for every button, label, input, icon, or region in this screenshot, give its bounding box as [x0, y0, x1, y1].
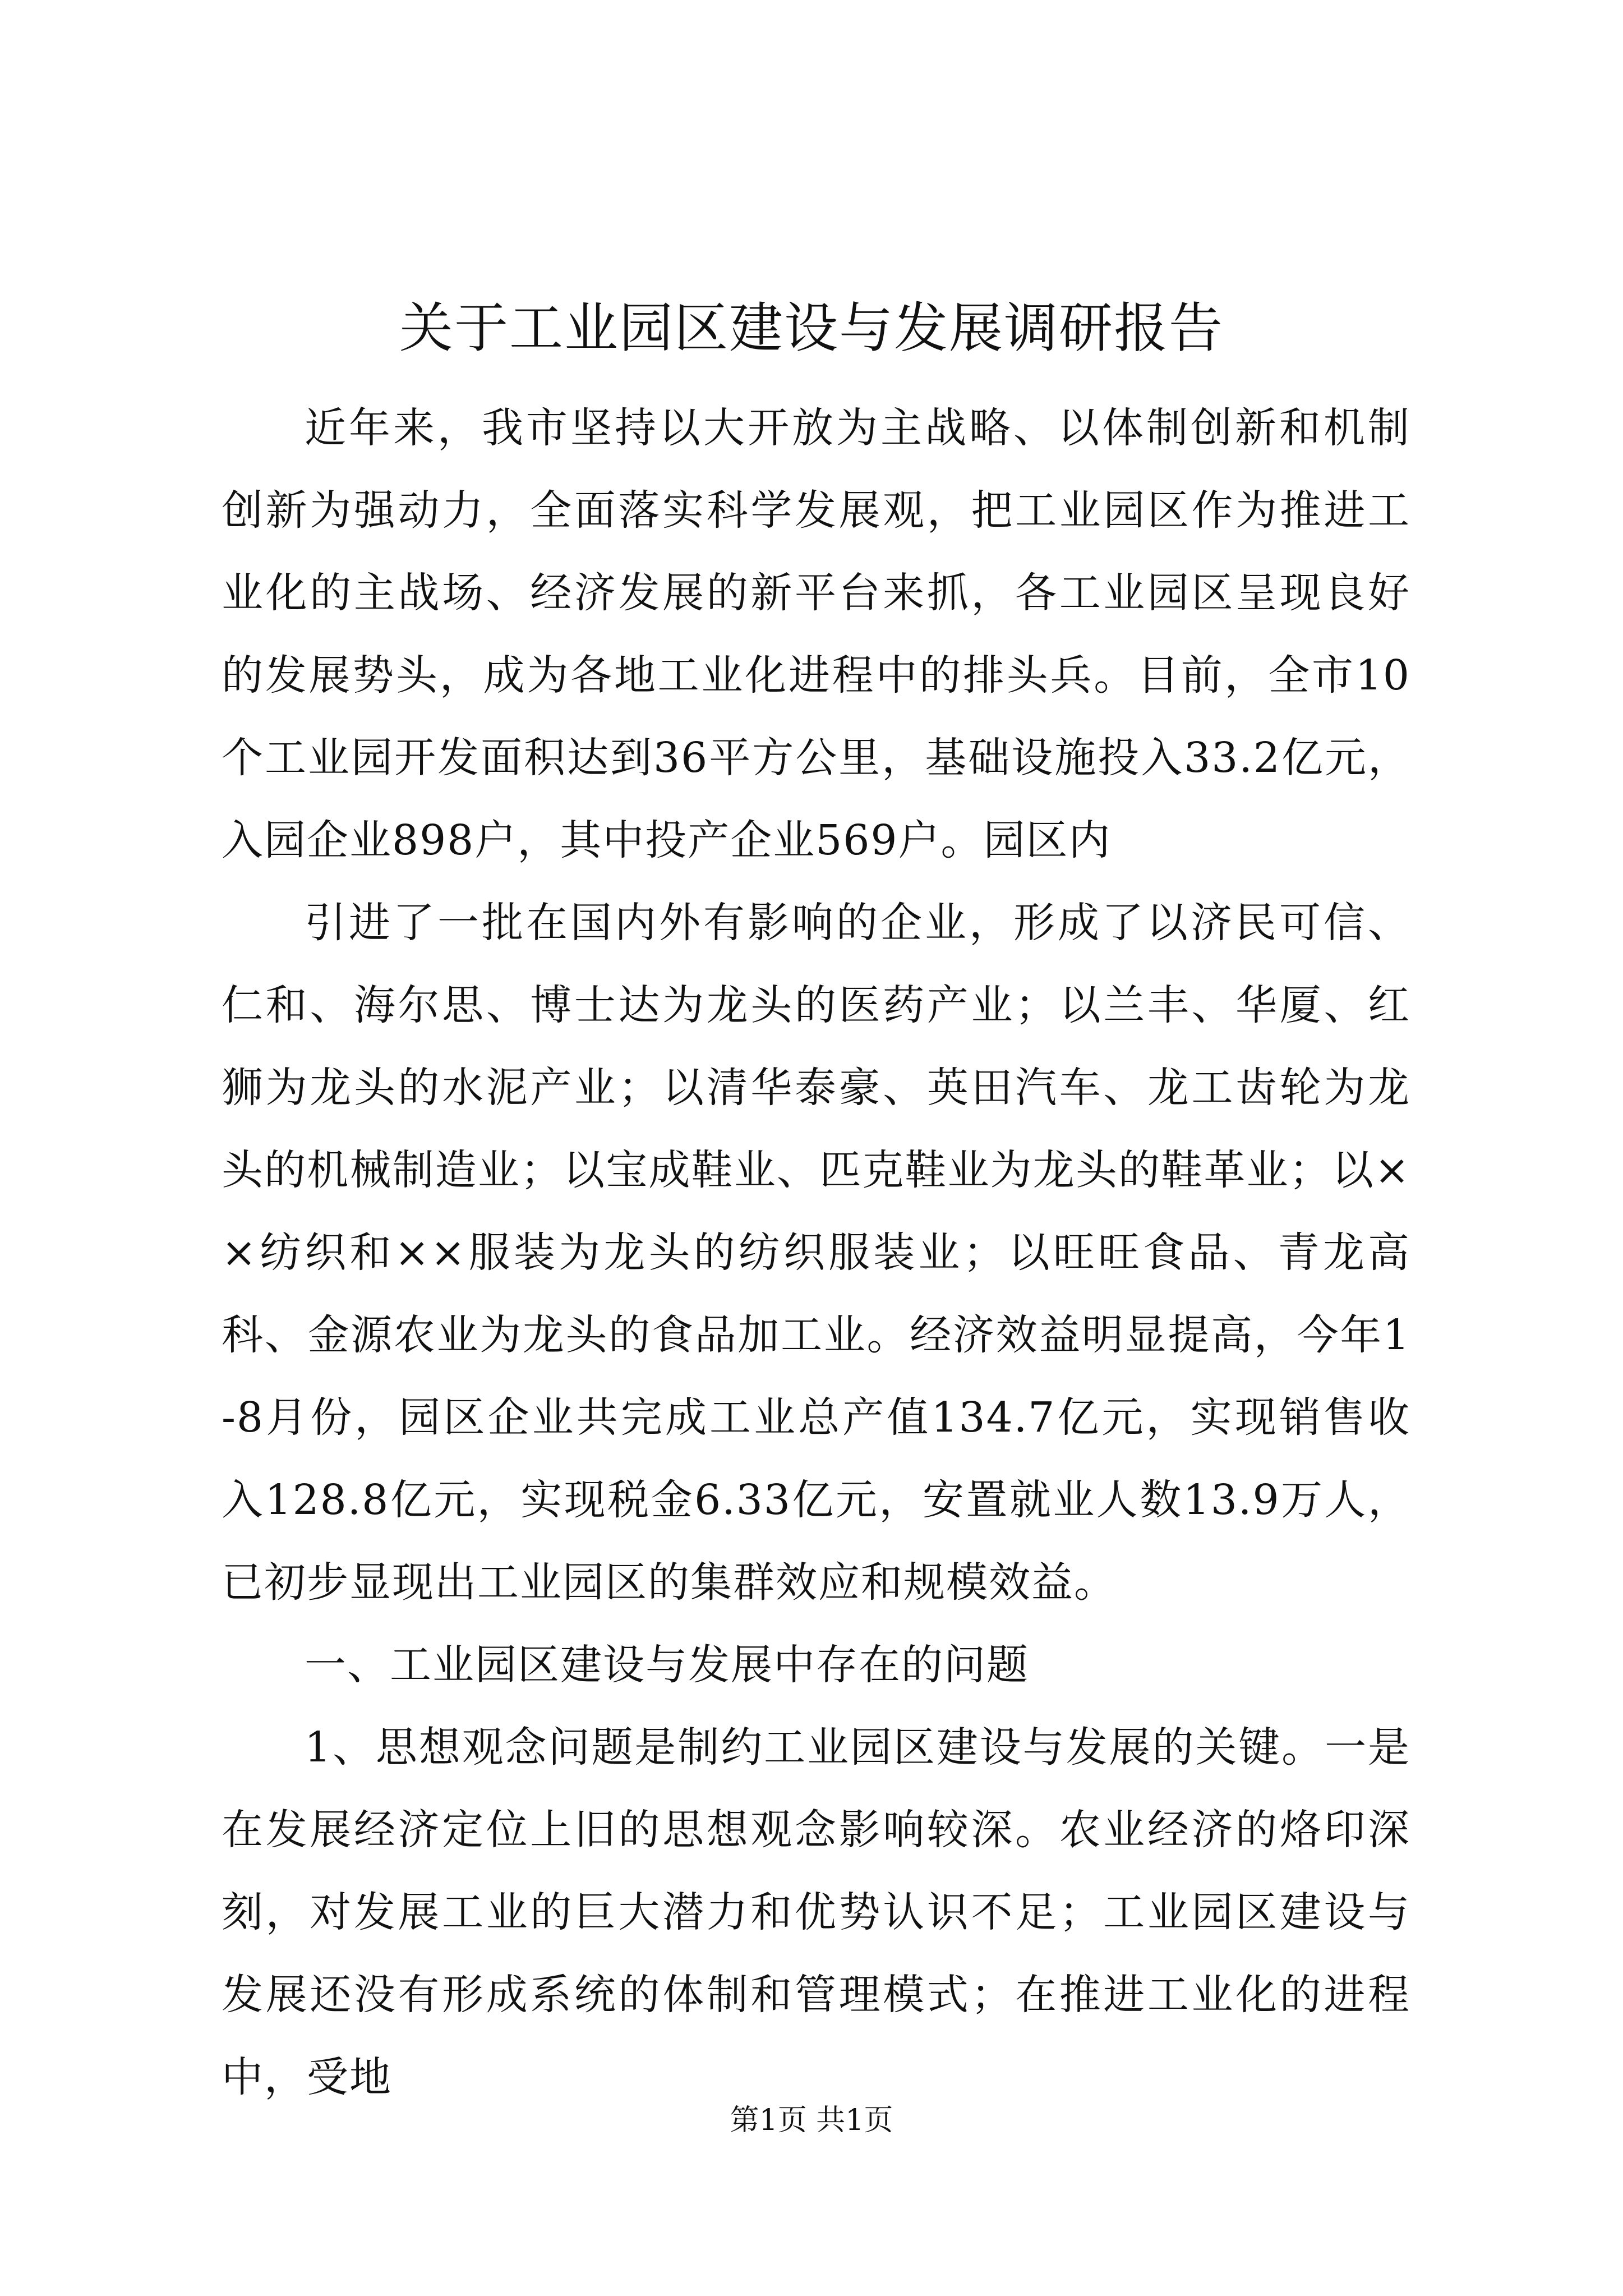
paragraph: 引进了一批在国内外有影响的企业，形成了以济民可信、仁和、海尔思、博士达为龙头的医药产业；以兰丰、华厦、红狮为龙头的水泥产业；以清华泰豪、英田汽车、龙工齿轮为龙头的机械制造业；以宝成鞋业、匹克鞋业为龙头的鞋革业；以××纺织和××服装为龙头的纺织服装业；以旺旺食品、青龙高科、金源农业为龙头的食品加工业。经济效益明显提高，今年1-8月份，园区企业共完成工业总产值134.7亿元，实现销售收入128.8亿元，实现税金6.33亿元，安置就业人数13.9万人，已初步显现出工业园区的集群效应和规模效益。 — [222, 899, 1410, 1607]
page-number-footer: 第1页 共1页 — [730, 2104, 893, 2137]
document-body — [222, 387, 1410, 2119]
paragraph: 1、思想观念问题是制约工业园区建设与发展的关键。一是在发展经济定位上旧的思想观念影响较深。农业经济的烙印深刻，对发展工业的巨大潜力和优势认识不足；工业园区建设与发展还没有形成系统的体制和管理模式；在推进工业化的进程中，受地 — [222, 1723, 1410, 2101]
section-heading: 一、工业园区建设与发展中存在的问题 — [305, 1641, 1029, 1689]
paragraph: 近年来，我市坚持以大开放为主战略、以体制创新和机制创新为强动力，全面落实科学发展观，把工业园区作为推进工业化的主战场、经济发展的新平台来抓，各工业园区呈现良好的发展势头，成为各地工业化进程中的排头兵。目前，全市10个工业园开发面积达到36平方公里，基础设施投入33.2亿元，入园企业898户，其中投产企业569户。园区内 — [222, 404, 1410, 864]
document-title: 关于工业园区建设与发展调研报告 — [399, 297, 1224, 360]
